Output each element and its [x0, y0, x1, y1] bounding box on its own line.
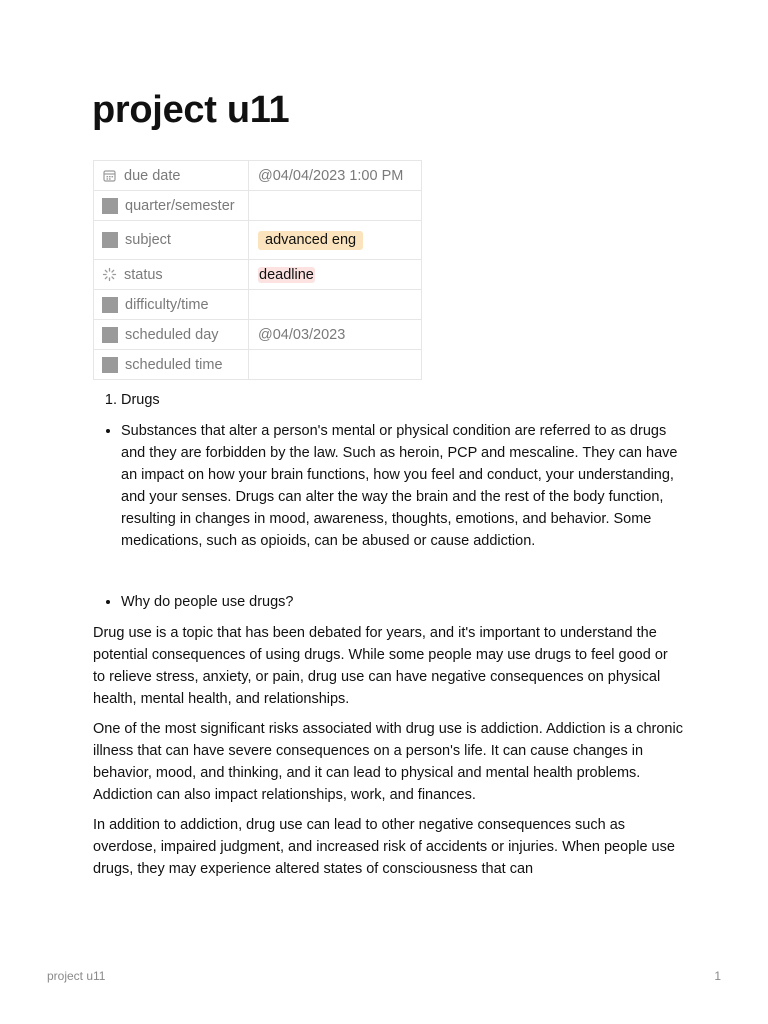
property-row-subject[interactable]	[94, 221, 422, 260]
page-number: 1	[714, 969, 721, 983]
list-icon	[102, 297, 118, 313]
bulleted-list	[93, 591, 683, 613]
list-icon	[102, 357, 118, 373]
page-title: project u11	[92, 89, 290, 131]
calendar-icon	[102, 168, 117, 183]
property-label: due date	[124, 167, 181, 184]
property-label: subject	[125, 232, 171, 248]
property-value-scheduled-day[interactable]: @04/03/2023	[249, 320, 422, 350]
status-icon	[102, 267, 117, 282]
paragraph: In addition to addiction, drug use can lead to other negative consequences such as overdose, impaired judgment, and increased risk of accidents or injuries. When people use drugs, they may experience altered states of consciousness that can	[93, 817, 675, 877]
bulleted-list	[93, 420, 683, 552]
property-value-status[interactable]	[249, 260, 422, 290]
property-label: scheduled time	[125, 356, 223, 373]
bulleted-list-item: • Substances that alter a person's mental or physical condition are referred to as drugs and they are forbidden by the law. Such as heroin, PCP and mescaline. They can have an impact on how your brain functions, how you feel and conduct, your understanding, and your senses. Drugs can alter the way the brain and the rest of the body function, resulting in changes in mood, awareness, thoughts, emotions, and behavior. Some medications, such as opioids, can be abused or cause addiction.	[121, 420, 683, 552]
property-key	[94, 260, 249, 290]
property-row-status[interactable]	[94, 260, 422, 290]
property-key	[94, 290, 249, 320]
property-row-due-date[interactable]	[94, 161, 422, 191]
properties-table	[93, 160, 422, 380]
property-label: quarter/semester	[125, 197, 235, 214]
property-value-due-date[interactable]: @04/04/2023 1:00 PM	[249, 161, 422, 191]
property-row-difficulty-time[interactable]	[94, 290, 422, 320]
paragraph: Drug use is a topic that has been debated for years, and it's important to understand the potential consequences of using drugs. While some people may use drugs to feel good or to relieve stress, anxiety, or pain, drug use can have negative consequences on physical health, mental health, and relationships.	[93, 625, 668, 707]
property-row-quarter-semester[interactable]	[94, 191, 422, 221]
list-icon	[102, 198, 118, 214]
property-key	[94, 350, 249, 380]
property-value-scheduled-time[interactable]	[249, 350, 422, 380]
property-label: difficulty/time	[125, 296, 209, 313]
numbered-list	[93, 389, 683, 411]
subject-tag: advanced eng	[258, 231, 363, 250]
paragraph: One of the most significant risks associated with drug use is addiction. Addiction is a chronic illness that can have severe consequences on a person's life. It can cause changes in behavior, mood, and thinking, and it can lead to physical and mental health problems. Addiction can also impact relationships, work, and finances.	[93, 721, 683, 803]
footer-title: project u11	[47, 969, 106, 983]
property-value-quarter-semester[interactable]	[249, 191, 422, 221]
list-icon	[102, 327, 118, 343]
page-content	[93, 389, 683, 880]
property-value-difficulty-time[interactable]	[249, 290, 422, 320]
bulleted-list-item: • Why do people use drugs?	[121, 591, 683, 613]
property-label: status	[124, 266, 163, 283]
property-key	[94, 191, 249, 221]
property-row-scheduled-time[interactable]	[94, 350, 422, 380]
property-row-scheduled-day[interactable]	[94, 320, 422, 350]
status-tag: deadline	[259, 266, 314, 283]
property-key	[94, 161, 249, 191]
numbered-list-item: 1. Drugs	[121, 389, 683, 411]
property-key	[94, 320, 249, 350]
property-value-subject[interactable]	[249, 221, 422, 260]
list-icon	[102, 232, 118, 248]
property-key	[94, 221, 249, 260]
property-label: scheduled day	[125, 326, 219, 343]
